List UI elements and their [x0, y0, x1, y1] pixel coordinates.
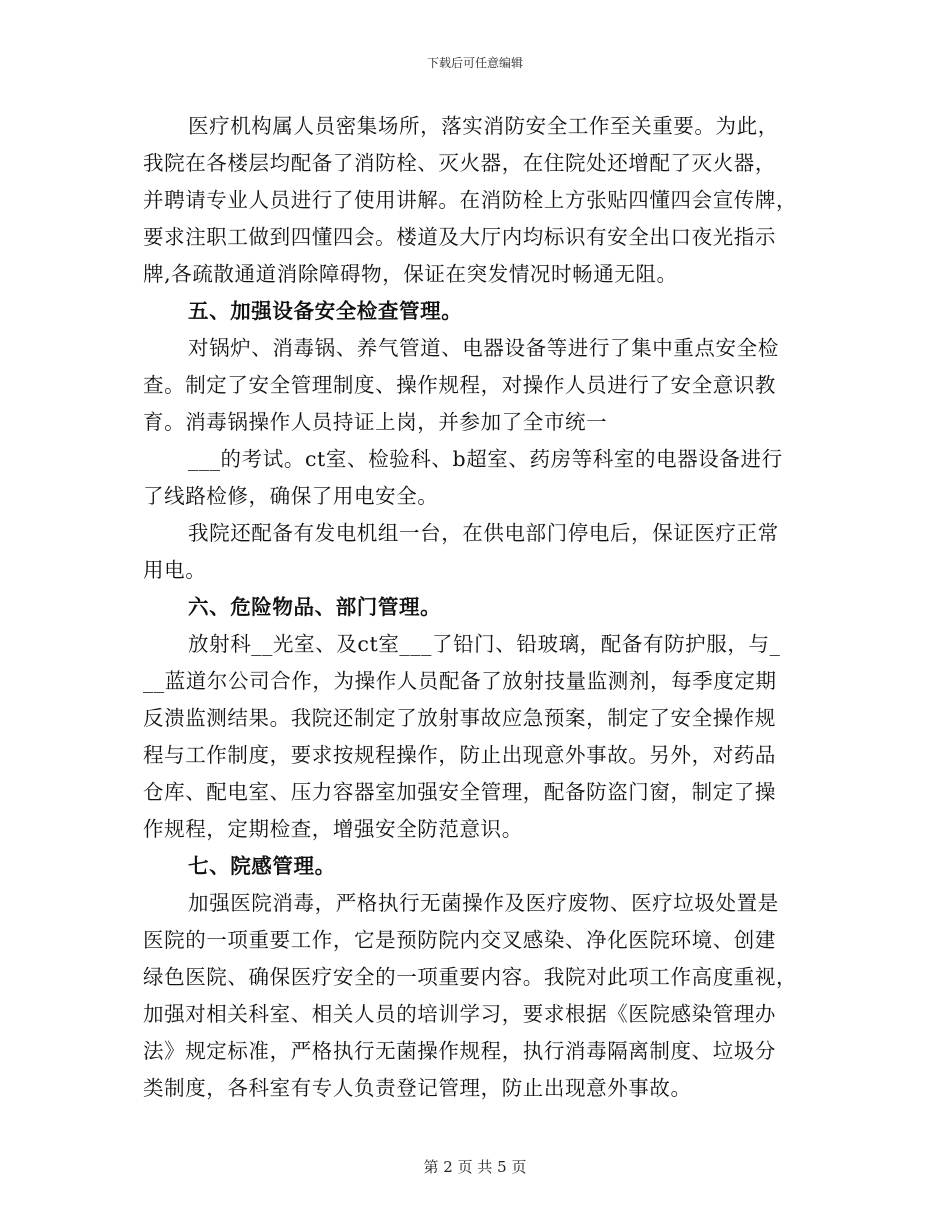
paragraph-line: 程与工作制度，要求按规程操作，防止出现意外事故。另外，对药品 [143, 743, 776, 767]
paragraph-line: 医疗机构属人员密集场所，落实消防安全工作至关重要。为此， [188, 114, 779, 138]
page-header: 下载后可任意编辑 [426, 56, 523, 70]
paragraph-line: 绿色医院、确保医疗安全的一项重要内容。我院对此项工作高度重视， [143, 965, 798, 989]
paragraph-line: 作规程，定期检查，增强安全防范意识。 [143, 817, 523, 841]
paragraph-line: 我院在各楼层均配备了消防栓、灭火器，在住院处还增配了灭火器， [143, 151, 776, 175]
paragraph-line: 了线路检修，确保了用电安全。 [143, 484, 439, 508]
paragraph-line: 反溃监测结果。我院还制定了放射事故应急预案，制定了安全操作规 [143, 706, 776, 730]
paragraph-line: 我院还配备有发电机组一台，在供电部门停电后，保证医疗正常 [188, 521, 779, 545]
paragraph-line: 用电。 [143, 558, 207, 582]
paragraph-line: __蓝道尔公司合作，为操作人员配备了放射技量监测剂，每季度定期 [143, 669, 777, 693]
section-heading: 五、加强设备安全检查管理。 [188, 299, 463, 323]
paragraph-line: 对锅炉、消毒锅、养气管道、电器设备等进行了集中重点安全检 [188, 336, 779, 360]
paragraph-line: 并聘请专业人员进行了使用讲解。在消防栓上方张贴四懂四会宣传牌， [143, 188, 798, 212]
section-heading: 七、院感管理。 [188, 854, 336, 878]
page-number: 第 2 页 共 5 页 [423, 1158, 527, 1176]
paragraph-line: 加强医院消毒，严格执行无菌操作及医疗废物、医疗垃圾处置是 [188, 891, 779, 915]
paragraph-line: ___的考试。ct室、检验科、b超室、药房等科室的电器设备进行 [188, 447, 783, 471]
paragraph-line: 放射科__光室、及ct室___了铅门、铅玻璃，配备有防护服，与_ [188, 632, 781, 656]
paragraph-line: 要求注职工做到四懂四会。楼道及大厅内均标识有安全出口夜光指示 [143, 225, 776, 249]
paragraph-line: 类制度，各科室有专人负责登记管理，防止出现意外事故。 [143, 1076, 692, 1100]
paragraph-line: 牌,各疏散通道消除障碍物，保证在突发情况时畅通无阻。 [143, 262, 678, 286]
paragraph-line: 加强对相关科室、相关人员的培训学习，要求根据《医院感染管理办 [143, 1002, 776, 1026]
paragraph-line: 仓库、配电室、压力容器室加强安全管理，配备防盗门窗，制定了操 [143, 780, 776, 804]
section-heading: 六、危险物品、部门管理。 [188, 595, 442, 619]
paragraph-line: 育。消毒锅操作人员持证上岗，并参加了全市统一 [143, 410, 608, 434]
paragraph-line: 查。制定了安全管理制度、操作规程，对操作人员进行了安全意识教 [143, 373, 776, 397]
paragraph-line: 医院的一项重要工作，它是预防院内交叉感染、净化医院环境、创建 [143, 928, 776, 952]
paragraph-line: 法》规定标准，严格执行无菌操作规程，执行消毒隔离制度、垃圾分 [143, 1039, 776, 1063]
document-body [143, 108, 803, 1107]
